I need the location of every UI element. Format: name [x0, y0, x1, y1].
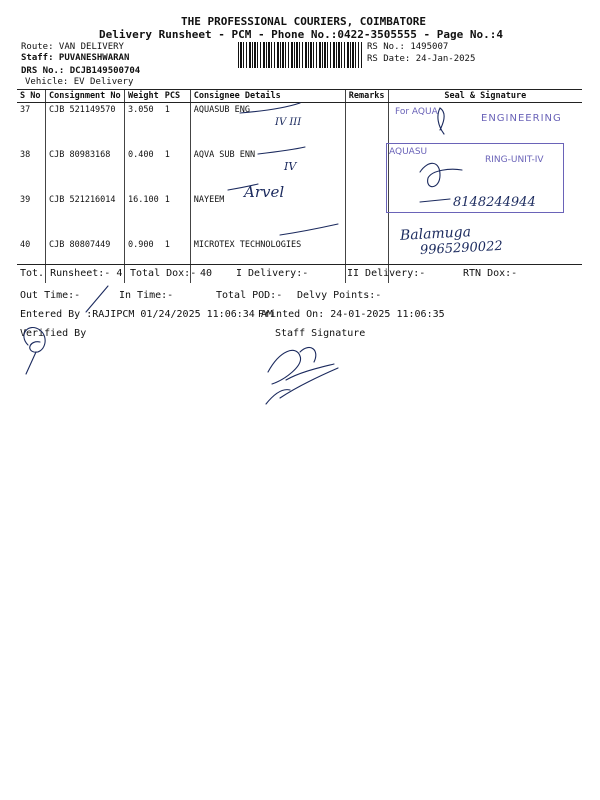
company-title: THE PROFESSIONAL COURIERS, COIMBATORE [181, 15, 427, 28]
strike-line-39 [228, 184, 258, 190]
cell-weight: 0.900 [125, 238, 162, 283]
cell-pcs: 1 [164, 195, 170, 205]
strike-line-40 [280, 224, 338, 235]
col-header-sno: S No [17, 90, 46, 103]
handwritten-name-39: Arvel [244, 183, 285, 201]
cell-weight: 0.400 [125, 148, 162, 193]
cell-consignee: AQUASUB ENG [190, 103, 345, 149]
stamp-text: For AQUA [395, 107, 438, 117]
rs-number: RS No.: 1495007 [367, 42, 449, 52]
runsheet-subtitle: Delivery Runsheet - PCM - Phone No.:0422-3505555 - Page No.:4 [99, 28, 503, 41]
delvy-points-label: Delvy Points:- [297, 290, 382, 301]
ii-delivery-label: II Delivery:- [347, 268, 426, 279]
total-dox-label: Total Dox:- [130, 268, 197, 279]
entered-by: Entered By :RAJIPCM 01/24/2025 11:06:34 AM [20, 309, 273, 320]
in-time-label: In Time:- [119, 290, 174, 301]
handwritten-mark-37: IV III [275, 117, 302, 128]
stamp-text: RING-UNIT-IV [485, 155, 544, 165]
strike-line-37 [240, 103, 300, 113]
cell-pcs: 1 [164, 240, 170, 250]
cell-weight: 3.050 [125, 103, 162, 149]
handwritten-phone-40: 9965290022 [419, 238, 504, 259]
cell-sno: 39 [20, 195, 31, 205]
rs-date: RS Date: 24-Jan-2025 [367, 54, 476, 64]
cell-pcs: 1 [164, 150, 170, 160]
total-pod-label: Total POD:- [216, 290, 283, 301]
seal-signature-39 [420, 199, 450, 202]
route-label: Route: VAN DELIVERY [21, 42, 124, 52]
verified-by-signature [24, 328, 45, 374]
staff-signature [266, 347, 338, 404]
cell-consignee: AQVA SUB ENN [190, 148, 345, 193]
cell-pcs: 1 [164, 105, 170, 115]
i-delivery-label: I Delivery:- [236, 268, 309, 279]
col-header-consignment: Consignment No [46, 90, 125, 103]
handwritten-phone-39: 8148244944 [453, 195, 536, 210]
stamp-text: ENGINEERING [481, 113, 562, 124]
seal-signature-38 [420, 163, 462, 186]
total-dox-value: 40 [200, 268, 213, 279]
rtn-dox-label: RTN Dox:- [463, 268, 518, 279]
staff-label: Staff: PUVANESHWARAN [21, 53, 130, 63]
col-header-remarks: Remarks [345, 90, 388, 103]
verified-by-label: Verified By [20, 328, 87, 339]
cell-consignment: CJB 80807449 [46, 238, 125, 283]
cell-consignment: CJB 521216014 [46, 193, 125, 238]
col-header-seal: Seal & Signature [388, 90, 582, 103]
out-time-slash [86, 286, 108, 312]
cell-consignment: CJB 80983168 [46, 148, 125, 193]
cell-sno: 37 [20, 105, 31, 115]
cell-consignment: CJB 521149570 [46, 103, 125, 149]
printed-on: Printed On: 24-01-2025 11:06:35 [258, 309, 445, 320]
stamp-text: AQUASU [389, 147, 428, 157]
col-header-pcs: PCS [162, 90, 191, 103]
cell-sno: 38 [20, 150, 31, 160]
cell-sno: 40 [20, 240, 31, 250]
handwritten-mark-38: IV [284, 160, 297, 173]
col-header-weight: Weight [125, 90, 162, 103]
strike-line-38 [258, 147, 305, 154]
vehicle-label: Vehicle: EV Delivery [25, 77, 134, 87]
cell-consignee: MICROTEX TECHNOLOGIES [190, 238, 345, 283]
handwritten-name-40: Balamuga [399, 224, 472, 244]
staff-signature-label: Staff Signature [275, 328, 366, 339]
drs-number: DRS No.: DCJB149500704 [21, 66, 141, 76]
cell-consignee: NAYEEM [190, 193, 345, 238]
cell-weight: 16.100 [125, 193, 162, 238]
seal-signature-37 [438, 108, 444, 134]
tot-runsheet: Tot. Runsheet:- 4 [20, 268, 123, 279]
col-header-consignee: Consignee Details [190, 90, 345, 103]
out-time-label: Out Time:- [20, 290, 81, 301]
